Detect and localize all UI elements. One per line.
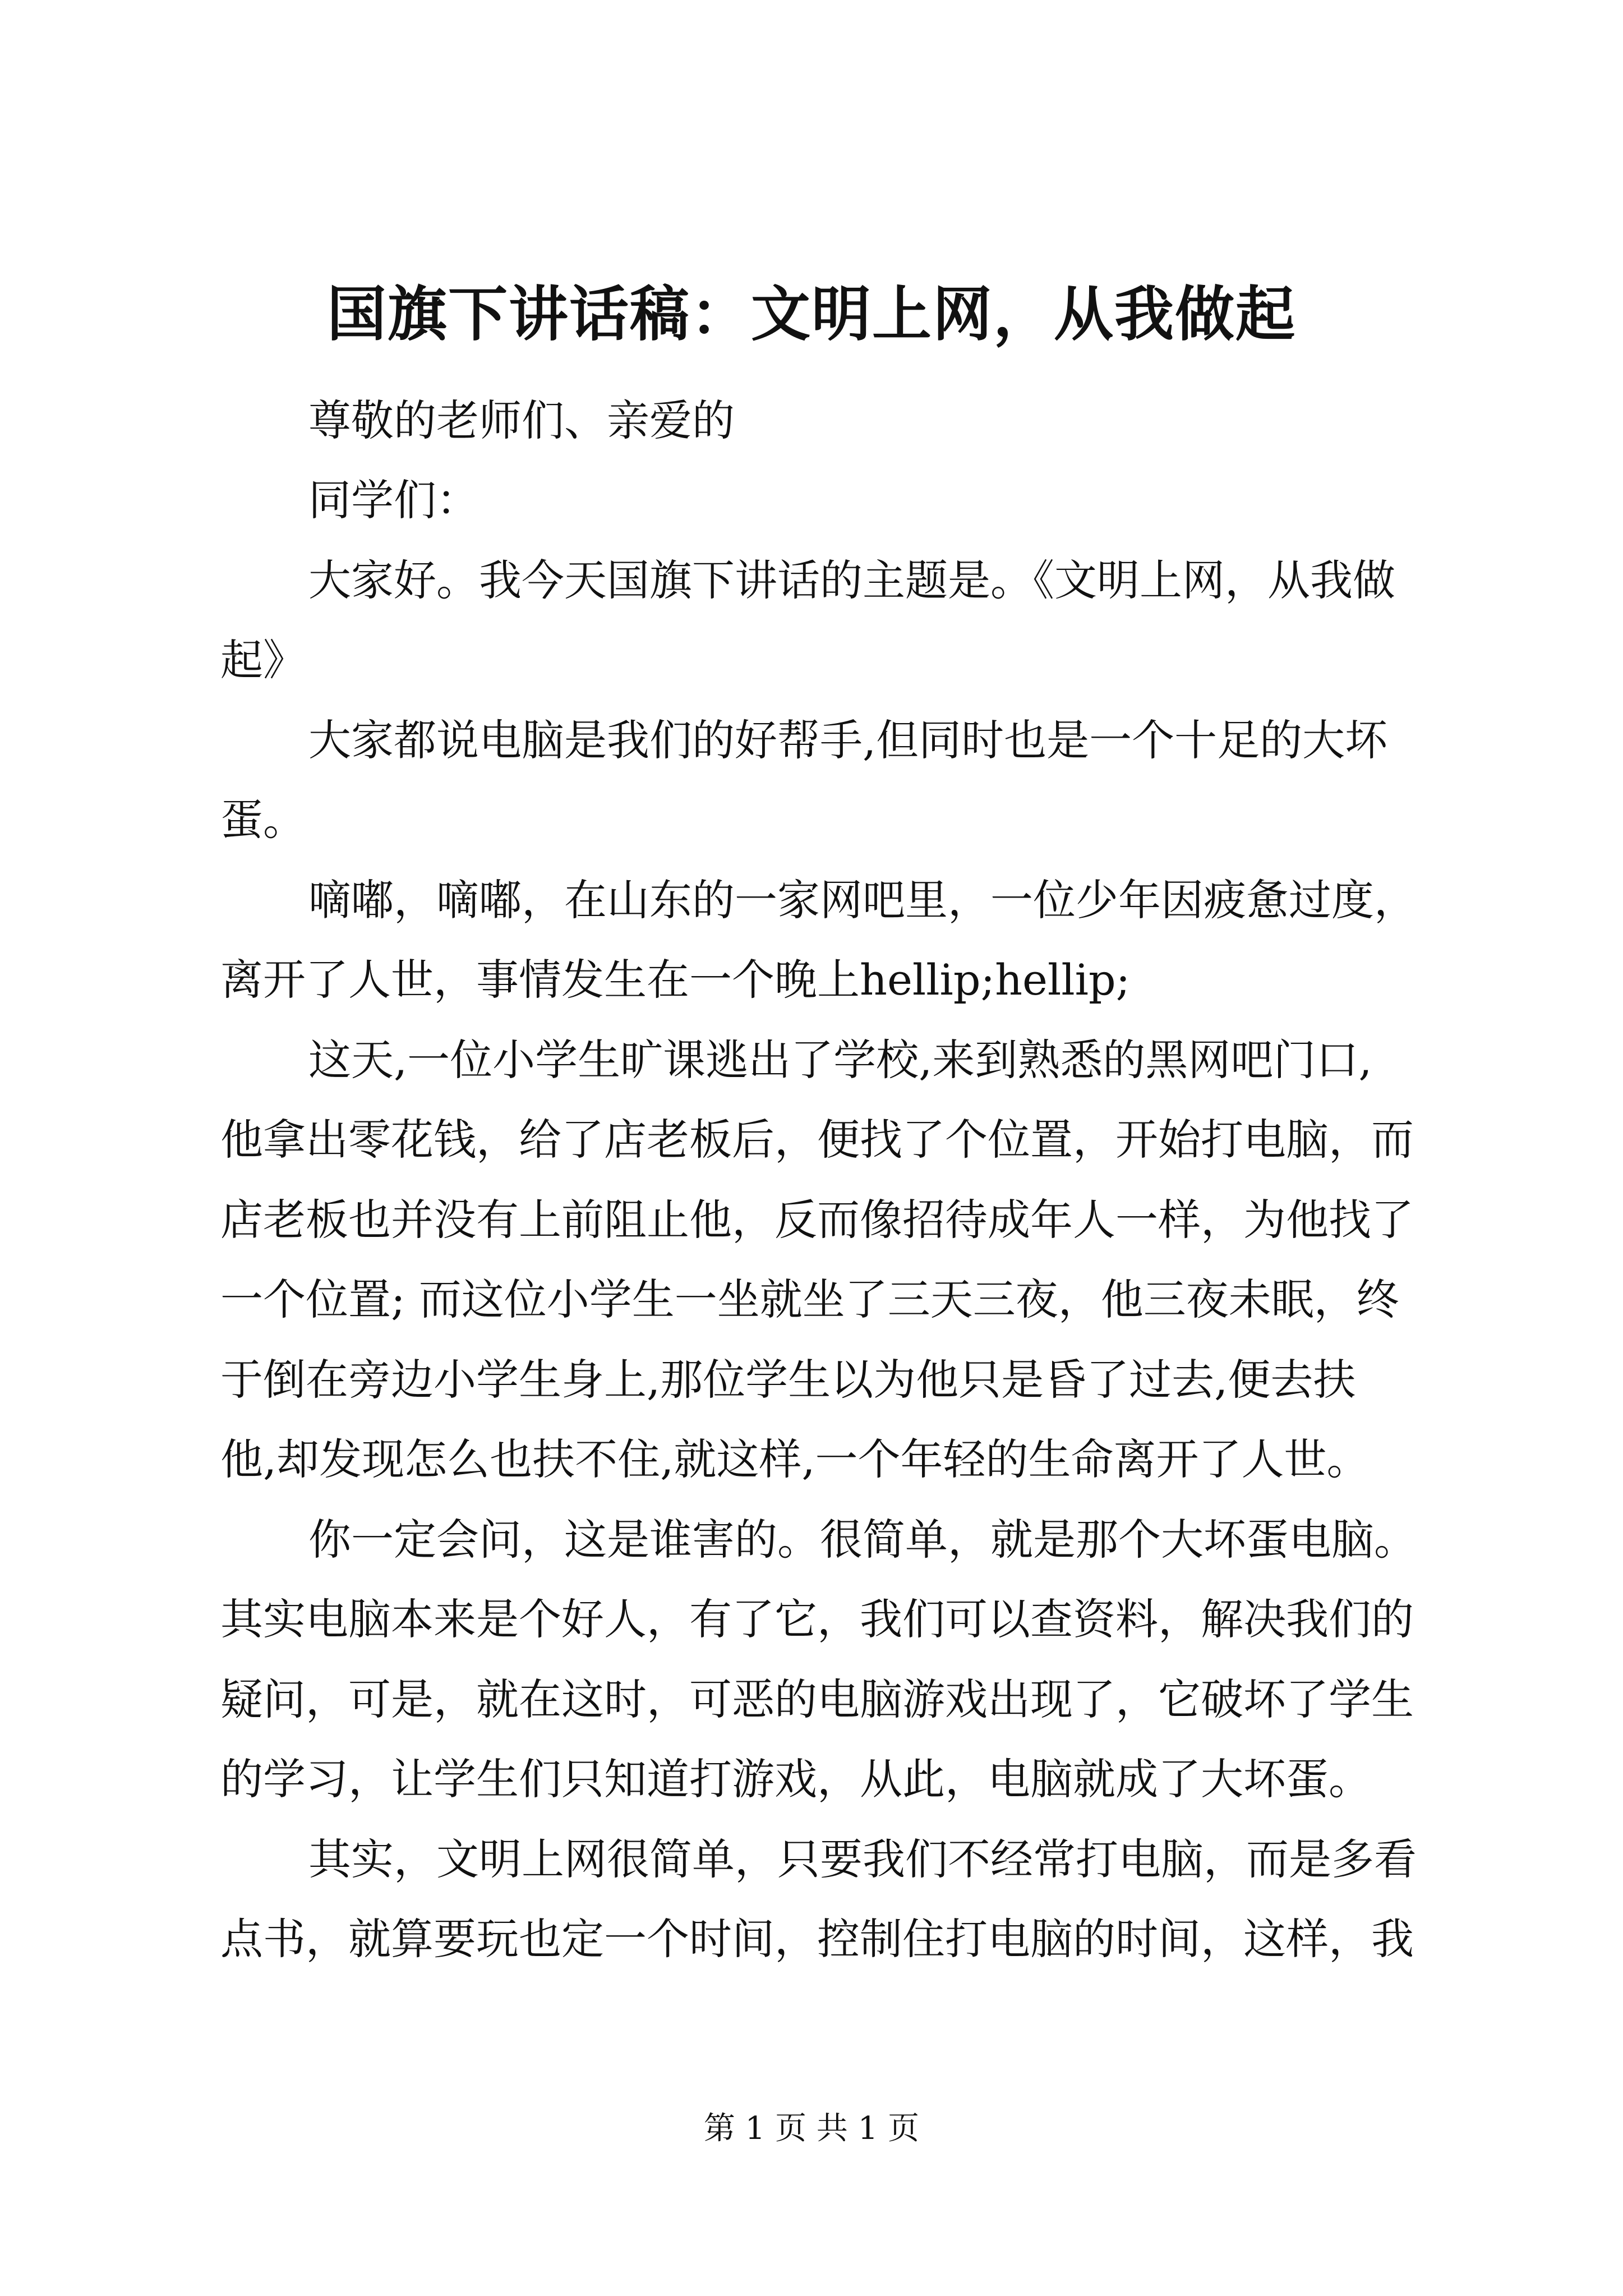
paragraph-line: 疑问，可是，就在这时，可恶的电脑游戏出现了，它破坏了学生 (220, 1674, 1414, 1724)
paragraph-line: 你一定会问，这是谁害的。很简单，就是那个大坏蛋电脑。 (308, 1515, 1417, 1565)
paragraph-line: 起》 (220, 635, 306, 685)
salutation-line-2: 同学们： (308, 475, 479, 525)
paragraph-line: 其实电脑本来是个好人，有了它，我们可以查资料，解决我们的 (220, 1594, 1414, 1644)
paragraph-line: 这天,一位小学生旷课逃出了学校,来到熟悉的黑网吧门口, (308, 1035, 1372, 1085)
paragraph-line: 大家都说电脑是我们的好帮手,但同时也是一个十足的大坏 (308, 715, 1388, 765)
paragraph-line: 嘀嘟，嘀嘟，在山东的一家网吧里，一位少年因疲惫过度， (308, 875, 1417, 925)
salutation-line-1: 尊敬的老师们、亲爱的 (308, 395, 735, 445)
document-title: 国旗下讲话稿：文明上网，从我做起 (327, 279, 1296, 349)
paragraph-line: 他,却发现怎么也扶不住,就这样,一个年轻的生命离开了人世。 (220, 1434, 1370, 1484)
paragraph-line: 大家好。我今天国旗下讲话的主题是。《文明上网，从我做 (308, 555, 1395, 605)
paragraph-line: 店老板也并没有上前阻止他，反而像招待成年人一样，为他找了 (220, 1195, 1414, 1245)
page-number-footer: 第 1 页 共 1 页 (703, 2110, 920, 2147)
paragraph-line: 其实，文明上网很简单，只要我们不经常打电脑，而是多看 (308, 1834, 1417, 1884)
paragraph-line: 离开了人世，事情发生在一个晚上hellip;hellip; (220, 955, 1131, 1005)
paragraph-line: 于倒在旁边小学生身上,那位学生以为他只是昏了过去,便去扶 (220, 1355, 1356, 1405)
paragraph-line: 蛋。 (220, 795, 306, 845)
paragraph-line: 一个位置; 而这位小学生一坐就坐了三天三夜，他三夜未眠，终 (220, 1274, 1399, 1324)
paragraph-line: 点书，就算要玩也定一个时间，控制住打电脑的时间，这样，我 (220, 1914, 1414, 1964)
paragraph-line: 他拿出零花钱，给了店老板后，便找了个位置，开始打电脑，而 (220, 1115, 1414, 1165)
paragraph-line: 的学习，让学生们只知道打游戏，从此，电脑就成了大坏蛋。 (220, 1754, 1371, 1804)
